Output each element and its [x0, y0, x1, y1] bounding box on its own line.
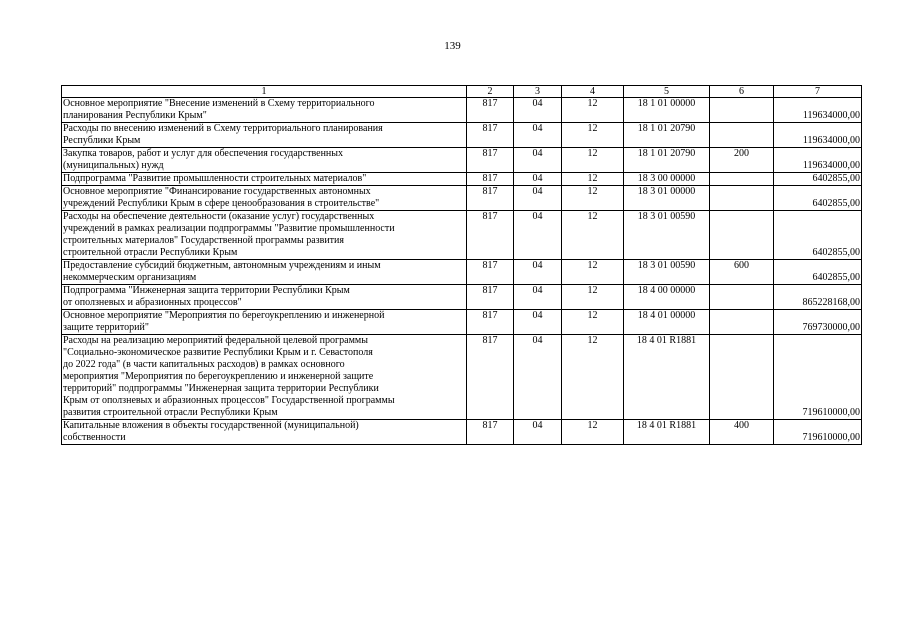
row-gr-cell: 817	[467, 420, 514, 445]
row-amount-cell: 865228168,00	[774, 285, 862, 310]
column-header: 7	[774, 86, 862, 98]
row-pr-cell: 12	[562, 148, 624, 173]
row-name-cell: Расходы на реализацию мероприятий федеральной целевой программы "Социально-экономическое развитие Республики Крым и г. Севастополя до 2022 года" (в части капитальных расходов) в рамках основного мероприятия "Мероприятия по берегоукреплению и инженерной защите территорий" подпрограммы "Инженерная защита территории Республики Крым от оползневых и абразионных процессов" Государственной программы развития строительной отрасли Республики Крым	[62, 335, 467, 420]
row-rz-cell: 04	[514, 148, 562, 173]
row-vr-cell: 400	[710, 420, 774, 445]
table-row	[62, 285, 862, 310]
row-name-cell: Основное мероприятие "Финансирование государственных автономных учреждений Республики Крым в сфере ценообразования в строительстве"	[62, 186, 467, 211]
row-pr-cell: 12	[562, 310, 624, 335]
row-vr-cell	[710, 98, 774, 123]
row-name-cell: Основное мероприятие "Мероприятия по берегоукреплению и инженерной защите территорий"	[62, 310, 467, 335]
row-name-cell: Предоставление субсидий бюджетным, автономным учреждениям и иным некоммерческим организациям	[62, 260, 467, 285]
row-pr-cell: 12	[562, 285, 624, 310]
row-vr-cell	[710, 186, 774, 211]
row-pr-cell: 12	[562, 335, 624, 420]
row-csr-cell: 18 1 01 00000	[624, 98, 710, 123]
row-amount-cell: 719610000,00	[774, 335, 862, 420]
table-row	[62, 211, 862, 260]
table-header	[62, 86, 862, 98]
row-name-cell: Подпрограмма "Развитие промышленности строительных материалов"	[62, 173, 467, 186]
row-rz-cell: 04	[514, 98, 562, 123]
row-amount-cell: 769730000,00	[774, 310, 862, 335]
row-csr-cell: 18 1 01 20790	[624, 123, 710, 148]
row-rz-cell: 04	[514, 186, 562, 211]
row-rz-cell: 04	[514, 335, 562, 420]
row-gr-cell: 817	[467, 148, 514, 173]
row-gr-cell: 817	[467, 285, 514, 310]
row-pr-cell: 12	[562, 98, 624, 123]
row-csr-cell: 18 4 01 R1881	[624, 420, 710, 445]
table-row	[62, 310, 862, 335]
row-vr-cell	[710, 335, 774, 420]
row-rz-cell: 04	[514, 260, 562, 285]
row-name-cell: Капитальные вложения в объекты государственной (муниципальной) собственности	[62, 420, 467, 445]
row-gr-cell: 817	[467, 211, 514, 260]
row-csr-cell: 18 4 00 00000	[624, 285, 710, 310]
row-gr-cell: 817	[467, 173, 514, 186]
column-header: 6	[710, 86, 774, 98]
row-rz-cell: 04	[514, 173, 562, 186]
budget-table	[61, 85, 862, 445]
row-amount-cell: 6402855,00	[774, 186, 862, 211]
row-csr-cell: 18 3 01 00590	[624, 260, 710, 285]
row-gr-cell: 817	[467, 310, 514, 335]
row-name-cell: Расходы на обеспечение деятельности (оказание услуг) государственных учреждений в рамках реализации подпрограммы "Развитие промышленности строительных материалов" Государственной программы развития строительной отрасли Республики Крым	[62, 211, 467, 260]
table-row	[62, 123, 862, 148]
row-rz-cell: 04	[514, 420, 562, 445]
column-header: 1	[62, 86, 467, 98]
row-pr-cell: 12	[562, 420, 624, 445]
table-row	[62, 186, 862, 211]
row-gr-cell: 817	[467, 98, 514, 123]
table-row	[62, 335, 862, 420]
row-amount-cell: 119634000,00	[774, 148, 862, 173]
row-amount-cell: 119634000,00	[774, 98, 862, 123]
row-vr-cell	[710, 211, 774, 260]
table-row	[62, 260, 862, 285]
table-body	[62, 98, 862, 445]
row-vr-cell	[710, 123, 774, 148]
row-name-cell: Подпрограмма "Инженерная защита территории Республики Крым от оползневых и абразионных процессов"	[62, 285, 467, 310]
row-vr-cell: 600	[710, 260, 774, 285]
row-csr-cell: 18 4 01 00000	[624, 310, 710, 335]
row-name-cell: Закупка товаров, работ и услуг для обеспечения государственных (муниципальных) нужд	[62, 148, 467, 173]
table-row	[62, 98, 862, 123]
row-rz-cell: 04	[514, 285, 562, 310]
column-header: 4	[562, 86, 624, 98]
table-row	[62, 173, 862, 186]
row-name-cell: Расходы по внесению изменений в Схему территориального планирования Республики Крым	[62, 123, 467, 148]
row-vr-cell: 200	[710, 148, 774, 173]
row-csr-cell: 18 3 01 00000	[624, 186, 710, 211]
table-row	[62, 148, 862, 173]
row-amount-cell: 6402855,00	[774, 173, 862, 186]
row-rz-cell: 04	[514, 123, 562, 148]
row-amount-cell: 719610000,00	[774, 420, 862, 445]
row-rz-cell: 04	[514, 310, 562, 335]
row-gr-cell: 817	[467, 186, 514, 211]
row-pr-cell: 12	[562, 186, 624, 211]
row-gr-cell: 817	[467, 260, 514, 285]
row-csr-cell: 18 3 01 00590	[624, 211, 710, 260]
row-csr-cell: 18 1 01 20790	[624, 148, 710, 173]
row-pr-cell: 12	[562, 260, 624, 285]
row-csr-cell: 18 4 01 R1881	[624, 335, 710, 420]
row-amount-cell: 119634000,00	[774, 123, 862, 148]
row-gr-cell: 817	[467, 335, 514, 420]
row-name-cell: Основное мероприятие "Внесение изменений в Схему территориального планирования Республики Крым"	[62, 98, 467, 123]
page-number: 139	[444, 40, 461, 52]
row-pr-cell: 12	[562, 211, 624, 260]
row-pr-cell: 12	[562, 123, 624, 148]
column-header: 5	[624, 86, 710, 98]
row-amount-cell: 6402855,00	[774, 211, 862, 260]
row-pr-cell: 12	[562, 173, 624, 186]
column-header: 3	[514, 86, 562, 98]
row-gr-cell: 817	[467, 123, 514, 148]
row-rz-cell: 04	[514, 211, 562, 260]
row-amount-cell: 6402855,00	[774, 260, 862, 285]
column-header: 2	[467, 86, 514, 98]
header-row	[62, 86, 862, 98]
row-vr-cell	[710, 285, 774, 310]
row-vr-cell	[710, 310, 774, 335]
row-vr-cell	[710, 173, 774, 186]
row-csr-cell: 18 3 00 00000	[624, 173, 710, 186]
table-row	[62, 420, 862, 445]
